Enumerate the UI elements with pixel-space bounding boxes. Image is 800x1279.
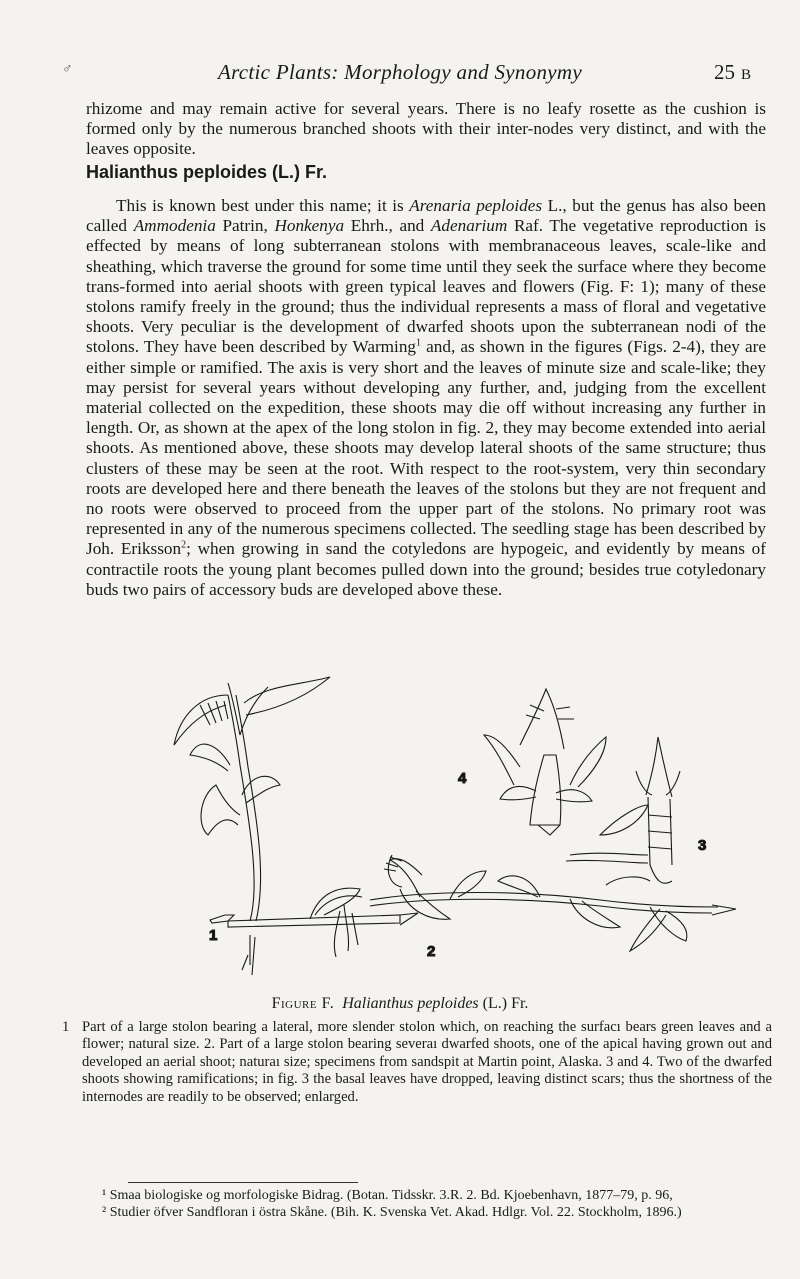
- intro-paragraph: rhizome and may remain active for several years. There is no leafy rosette as the cushion is formed only by the numerous branched shoots with their inter-nodes very distinct, and with the leaves opposite.: [86, 99, 766, 159]
- text-run: This is known best under this name; it is: [116, 196, 410, 215]
- taxon-name: Ammodenia: [133, 216, 216, 236]
- figure-title-author: (L.) Fr.: [478, 995, 529, 1012]
- text-run: Patrin,: [215, 216, 275, 236]
- text-run: L., but the genus has also been called: [86, 196, 766, 236]
- main-paragraph: [86, 196, 766, 600]
- footnote: ² Studier öfver Sandfloran i östra Skåne. (Bih. K. Svenska Vet. Akad. Hdlgr. Vol. 22. Stockholm, 1896.): [102, 1204, 682, 1220]
- footnote-ref[interactable]: 1: [416, 337, 422, 349]
- text-run: Ehrh., and: [344, 216, 431, 236]
- footnote: ¹ Smaa biologiske og morfologiske Bidrag. (Botan. Tidsskr. 3.R. 2. Bd. Kjoebenhavn, 1877–79, p. 96,: [102, 1188, 673, 1203]
- page-suffix: B: [740, 67, 752, 83]
- text-run: and, as shown in the figures (Figs. 2-4), they are either simple or ramified. The axis is very short and the leaves of minute size and scale-like; they may persist for several years without developing any further, and, judging from the excellent material collected on the expedition, these shoots may die off without increasing any further in length. Or, as shown at the apex of the long stolon in fig. 2, they may become extended into aerial shoots. As mentioned above, these shoots may develop lateral shoots of the same structure; thus clusters of these may be seen at the root. With respect to the root-system, very thin secondary roots are developed here and there beneath the leaves of the stolons but they are not frequent and no roots were observed to proceed from the upper part of the stolons. No primary root was represented in any of the numerous specimens collected. The seedling stage has been described by Joh. Eriksson: [86, 337, 766, 559]
- page-number-value: 25: [713, 60, 735, 84]
- text-run: Raf. The vegetative reproduction is effected by means of long subterranean stolons with membranaceous leaves, scale-like and sheathing, which traverse the ground for some time until they seek the surface where they become trans-formed into aerial shoots with green typical leaves and flowers (Fig. F: 1); many of these stolons ramify freely in the ground; thus the individual represents a mass of floral and vegetative shoots. Very peculiar is the development of dwarfed shoots upon the subterranean nodi of the stolons. They have been described by Warming: [86, 216, 766, 357]
- taxon-name: Arenaria peploides: [409, 196, 543, 215]
- figure-part-2: [334, 855, 736, 957]
- running-header: [0, 60, 800, 88]
- figure-label: 4: [458, 770, 467, 787]
- stolon-drawing: [100, 675, 760, 987]
- caption-text: Part of a large stolon bearing a lateral, more slender stolon which, on reaching the surfacı bears green leaves and a flower; natural size. 2. Part of a large stolon bearing severaı dwarfed shoots, one of the apical having grown out and developed an aerial shoot; naturaı size; specimens from sandspit at Martin point, Alaska. 3 and 4. Two of the dwarfed shoots showing ramifications; in fig. 3 the basal leaves have dropped, leaving distinct scars; thus the shortness of the internodes are readily to be observed; enlarged.: [82, 1019, 772, 1105]
- figure-part-4: [484, 689, 606, 835]
- text-run: ; when growing in sand the cotyledons are hypogeic, and evidently by means of contractile roots the young plant becomes pulled down into the ground; besides true cotyledonary buds two pairs of accessory buds are developed above these.: [86, 539, 766, 599]
- figure-label: 3: [698, 837, 707, 854]
- figure-title-label: Figure F.: [271, 995, 335, 1012]
- caption-number: 1: [62, 1019, 70, 1035]
- figure-part-3: [566, 737, 680, 885]
- botanical-figure: [100, 675, 760, 987]
- figure-label: 2: [427, 943, 436, 960]
- section-heading: Halianthus peploides (L.) Fr.: [86, 162, 328, 182]
- margin-mark: ♂: [62, 62, 73, 77]
- footnote-ref[interactable]: 2: [181, 539, 187, 551]
- footnotes: [82, 1188, 772, 1221]
- page-number: [714, 60, 752, 85]
- figure-title-species: Halianthus peploides: [342, 995, 479, 1012]
- taxon-name: Adenarium: [430, 216, 508, 236]
- footnote-divider: [128, 1182, 358, 1183]
- running-title: Arctic Plants: Morphology and Synonymy: [217, 60, 583, 84]
- figure-caption: [62, 1019, 772, 1106]
- taxon-name: Honkenya: [274, 216, 345, 236]
- figure-label: 1: [209, 927, 218, 944]
- figure-title: [0, 995, 800, 1013]
